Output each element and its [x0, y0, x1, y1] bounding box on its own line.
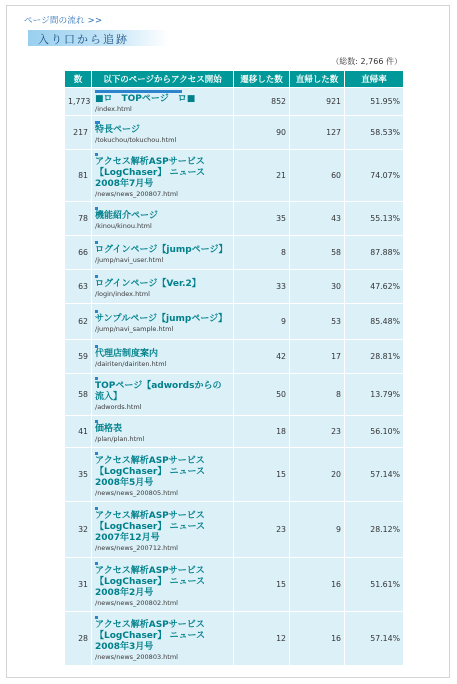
row-page-cell	[92, 116, 234, 150]
row-bounce-rate: 57.14%	[345, 612, 404, 666]
row-bounce-rate: 87.88%	[345, 236, 404, 270]
row-count: 78	[65, 202, 92, 236]
table-row[interactable]	[65, 502, 404, 558]
row-share-bar	[95, 275, 98, 278]
row-bounce-rate: 85.48%	[345, 304, 404, 340]
table-row[interactable]	[65, 374, 404, 416]
breadcrumb[interactable]: ページ間の流れ >>	[24, 16, 103, 26]
row-count: 28	[65, 612, 92, 666]
row-bounce-rate: 28.12%	[345, 502, 404, 558]
row-moved: 33	[234, 270, 290, 304]
row-moved: 90	[234, 116, 290, 150]
table-row[interactable]	[65, 612, 404, 666]
row-page-cell	[92, 502, 234, 558]
row-page-url: /news/news_200803.html	[95, 652, 178, 661]
row-page-url: /jump/navi_sample.html	[95, 324, 174, 333]
row-share-bar	[95, 310, 98, 313]
row-count: 41	[65, 416, 92, 448]
table-row[interactable]	[65, 202, 404, 236]
row-count: 66	[65, 236, 92, 270]
row-bounced: 16	[290, 558, 345, 612]
row-moved: 15	[234, 558, 290, 612]
row-page-title[interactable]: アクセス解析ASPサービス【LogChaser】 ニュース2008年5月号	[95, 455, 206, 488]
row-moved: 15	[234, 448, 290, 502]
row-moved: 42	[234, 340, 290, 374]
row-count: 58	[65, 374, 92, 416]
row-page-url: /login/index.html	[95, 289, 150, 298]
row-moved: 12	[234, 612, 290, 666]
row-page-url: /jump/navi_user.html	[95, 255, 164, 264]
table-row[interactable]	[65, 88, 404, 116]
row-bounced: 58	[290, 236, 345, 270]
table-row[interactable]	[65, 448, 404, 502]
row-moved: 852	[234, 88, 290, 116]
row-page-url: /dairiten/dairiten.html	[95, 359, 167, 368]
row-page-cell	[92, 304, 234, 340]
row-page-url: /tokuchou/tokuchou.html	[95, 135, 177, 144]
total-count: （総数: 2,766 件）	[331, 57, 402, 66]
row-bounced: 9	[290, 502, 345, 558]
row-bounce-rate: 56.10%	[345, 416, 404, 448]
table-row[interactable]	[65, 340, 404, 374]
table-row[interactable]	[65, 236, 404, 270]
section-title	[28, 30, 168, 46]
row-bounce-rate: 51.61%	[345, 558, 404, 612]
row-page-url: /news/news_200805.html	[95, 488, 178, 497]
table-row[interactable]	[65, 558, 404, 612]
row-page-url: /index.html	[95, 104, 132, 113]
row-page-url: /news/news_200807.html	[95, 189, 178, 198]
row-page-cell	[92, 448, 234, 502]
header-bounced[interactable]: 直帰した数	[290, 71, 345, 88]
row-page-title[interactable]: 機能紹介ページ	[95, 210, 158, 221]
row-bounce-rate: 58.53%	[345, 116, 404, 150]
row-count: 31	[65, 558, 92, 612]
header-entry-page[interactable]: 以下のページからアクセス開始	[92, 71, 234, 88]
row-moved: 21	[234, 150, 290, 202]
row-page-title[interactable]: アクセス解析ASPサービス【LogChaser】 ニュース2008年7月号	[95, 156, 206, 189]
row-bounced: 17	[290, 340, 345, 374]
row-bounce-rate: 28.81%	[345, 340, 404, 374]
row-count: 217	[65, 116, 92, 150]
row-page-title[interactable]: サンプルページ【jumpページ】	[95, 313, 228, 324]
row-count: 62	[65, 304, 92, 340]
row-page-title[interactable]: ログインページ【Ver.2】	[95, 278, 201, 289]
row-page-cell	[92, 150, 234, 202]
row-bounce-rate: 55.13%	[345, 202, 404, 236]
row-share-bar	[95, 562, 98, 565]
row-moved: 50	[234, 374, 290, 416]
entry-page-table	[64, 70, 404, 666]
row-bounced: 30	[290, 270, 345, 304]
row-page-title[interactable]: 特長ページ	[95, 124, 140, 135]
row-count: 1,773	[65, 88, 92, 116]
table-row[interactable]	[65, 270, 404, 304]
row-share-bar	[95, 153, 98, 156]
row-bounce-rate: 47.62%	[345, 270, 404, 304]
row-share-bar	[95, 241, 98, 244]
row-share-bar	[95, 121, 100, 124]
row-moved: 18	[234, 416, 290, 448]
row-page-title[interactable]: アクセス解析ASPサービス【LogChaser】 ニュース2007年12月号	[95, 510, 206, 543]
row-page-title[interactable]: 価格表	[95, 423, 123, 434]
row-moved: 8	[234, 236, 290, 270]
row-moved: 35	[234, 202, 290, 236]
row-page-url: /plan/plan.html	[95, 434, 145, 443]
row-bounced: 16	[290, 612, 345, 666]
row-bounced: 127	[290, 116, 345, 150]
row-share-bar	[95, 420, 98, 423]
row-bounced: 8	[290, 374, 345, 416]
row-share-bar	[95, 507, 98, 510]
row-page-url: /news/news_200712.html	[95, 543, 178, 552]
row-bounced: 43	[290, 202, 345, 236]
row-page-cell	[92, 236, 234, 270]
row-page-cell	[92, 202, 234, 236]
row-bounce-rate: 51.95%	[345, 88, 404, 116]
row-page-url: /news/news_200802.html	[95, 598, 178, 607]
header-moved[interactable]: 遷移した数	[234, 71, 290, 88]
table-row[interactable]	[65, 150, 404, 202]
row-page-cell	[92, 612, 234, 666]
row-moved: 9	[234, 304, 290, 340]
row-bounced: 921	[290, 88, 345, 116]
row-bounce-rate: 74.07%	[345, 150, 404, 202]
row-bounced: 60	[290, 150, 345, 202]
row-bounce-rate: 57.14%	[345, 448, 404, 502]
row-page-cell	[92, 88, 234, 116]
row-count: 59	[65, 340, 92, 374]
row-page-url: /adwords.html	[95, 403, 142, 411]
row-page-url: /kinou/kinou.html	[95, 221, 152, 230]
row-share-bar	[95, 90, 182, 93]
row-count: 35	[65, 448, 92, 502]
row-bounce-rate: 13.79%	[345, 374, 404, 416]
row-count: 81	[65, 150, 92, 202]
row-page-cell	[92, 558, 234, 612]
row-page-title[interactable]: ログインページ【jumpページ】	[95, 244, 228, 255]
row-count: 63	[65, 270, 92, 304]
row-page-cell	[92, 374, 234, 416]
table-header-row	[65, 71, 404, 88]
row-page-title[interactable]: ■ロ TOPページ ロ■	[95, 93, 196, 104]
header-bounce-rate[interactable]: 直帰率	[345, 71, 404, 88]
header-count[interactable]: 数	[65, 71, 92, 88]
section-title-text: 入り口から追跡	[38, 33, 129, 46]
row-page-cell	[92, 270, 234, 304]
row-bounced: 53	[290, 304, 345, 340]
row-bounced: 23	[290, 416, 345, 448]
row-page-title[interactable]: 代理店制度案内	[95, 348, 159, 359]
row-moved: 23	[234, 502, 290, 558]
table-row[interactable]	[65, 116, 404, 150]
table-row[interactable]	[65, 416, 404, 448]
row-share-bar	[95, 345, 98, 348]
row-count: 32	[65, 502, 92, 558]
table-row[interactable]	[65, 304, 404, 340]
row-page-title[interactable]: TOPページ【adwordsからの流入】	[95, 381, 222, 402]
row-share-bar	[95, 616, 98, 619]
row-page-title[interactable]: アクセス解析ASPサービス【LogChaser】 ニュース2008年3月号	[95, 619, 206, 652]
row-page-cell	[92, 340, 234, 374]
row-share-bar	[95, 377, 98, 380]
row-page-title[interactable]: アクセス解析ASPサービス【LogChaser】 ニュース2008年2月号	[95, 565, 206, 598]
row-share-bar	[95, 207, 98, 210]
row-page-cell	[92, 416, 234, 448]
row-bounced: 20	[290, 448, 345, 502]
row-share-bar	[95, 452, 98, 455]
